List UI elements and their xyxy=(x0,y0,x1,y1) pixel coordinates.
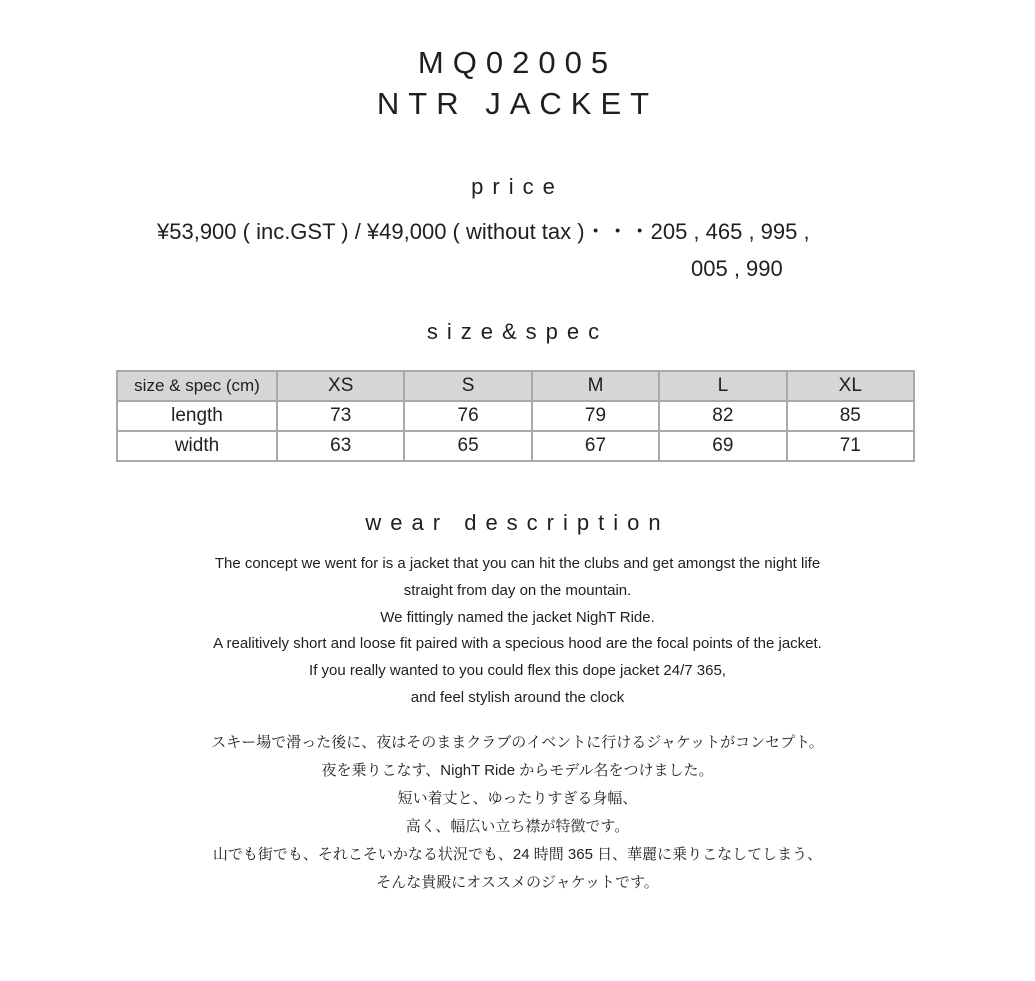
table-cell: 63 xyxy=(277,431,404,461)
price-line-1: ¥53,900 ( inc.GST ) / ¥49,000 ( without tax )・・・205 , 465 , 995 , xyxy=(157,219,810,244)
column-header: M xyxy=(532,371,659,401)
table-cell: 71 xyxy=(787,431,914,461)
description-line: We fittingly named the jacket NighT Ride. xyxy=(380,608,655,626)
table-cell: 69 xyxy=(659,431,786,461)
description-line: The concept we went for is a jacket that you can hit the clubs and get amongst the night life xyxy=(214,555,821,572)
size-spec-table xyxy=(116,370,915,462)
table-row xyxy=(117,431,914,461)
table-cell: 79 xyxy=(532,401,659,431)
table-cell: 73 xyxy=(277,401,404,431)
description-line: A realitively short and loose fit paired with a specious hood are the focal points of the jacket. xyxy=(213,635,822,653)
english-description xyxy=(0,551,1035,712)
row-label: length xyxy=(117,401,277,431)
table-cell: 67 xyxy=(532,431,659,461)
description-line: 山でも街でも、それこそいかなる状況でも、24 時間 365 日、華麗に乗りこなしてしまう、 xyxy=(212,846,823,863)
product-model-code: MQ02005 xyxy=(417,45,618,80)
table-header-row xyxy=(117,371,914,401)
description-line: 短い着丈と、ゆったりすぎる身幅、 xyxy=(397,790,638,807)
description-line: straight from day on the mountain. xyxy=(403,581,632,599)
price-line-2: 005 , 990 xyxy=(691,256,783,281)
description-line: そんな貴殿にオススメのジャケットです。 xyxy=(376,874,659,891)
size-spec-heading: size&spec xyxy=(426,319,609,344)
table-cell: 85 xyxy=(787,401,914,431)
price-heading: price xyxy=(471,174,564,199)
description-line: and feel stylish around the clock xyxy=(410,688,625,706)
description-line: スキー場で滑った後に、夜はそのままクラブのイベントに行けるジャケットがコンセプト。 xyxy=(211,734,824,751)
column-header: L xyxy=(659,371,786,401)
table-row xyxy=(117,401,914,431)
column-header: XL xyxy=(787,371,914,401)
table-cell: 76 xyxy=(404,401,531,431)
product-name: NTR JACKET xyxy=(376,86,659,121)
table-cell: 65 xyxy=(404,431,531,461)
column-header: size & spec (cm) xyxy=(117,371,277,401)
description-line: 高く、幅広い立ち襟が特徴です。 xyxy=(405,818,630,835)
row-label: width xyxy=(117,431,277,461)
table-cell: 82 xyxy=(659,401,786,431)
column-header: S xyxy=(404,371,531,401)
wear-description-heading: wear description xyxy=(365,510,670,535)
description-line: If you really wanted to you could flex this dope jacket 24/7 365, xyxy=(309,662,726,680)
column-header: XS xyxy=(277,371,404,401)
description-line: 夜を乗りこなす、NighT Ride からモデル名をつけました。 xyxy=(321,762,714,779)
japanese-description xyxy=(0,729,1035,897)
